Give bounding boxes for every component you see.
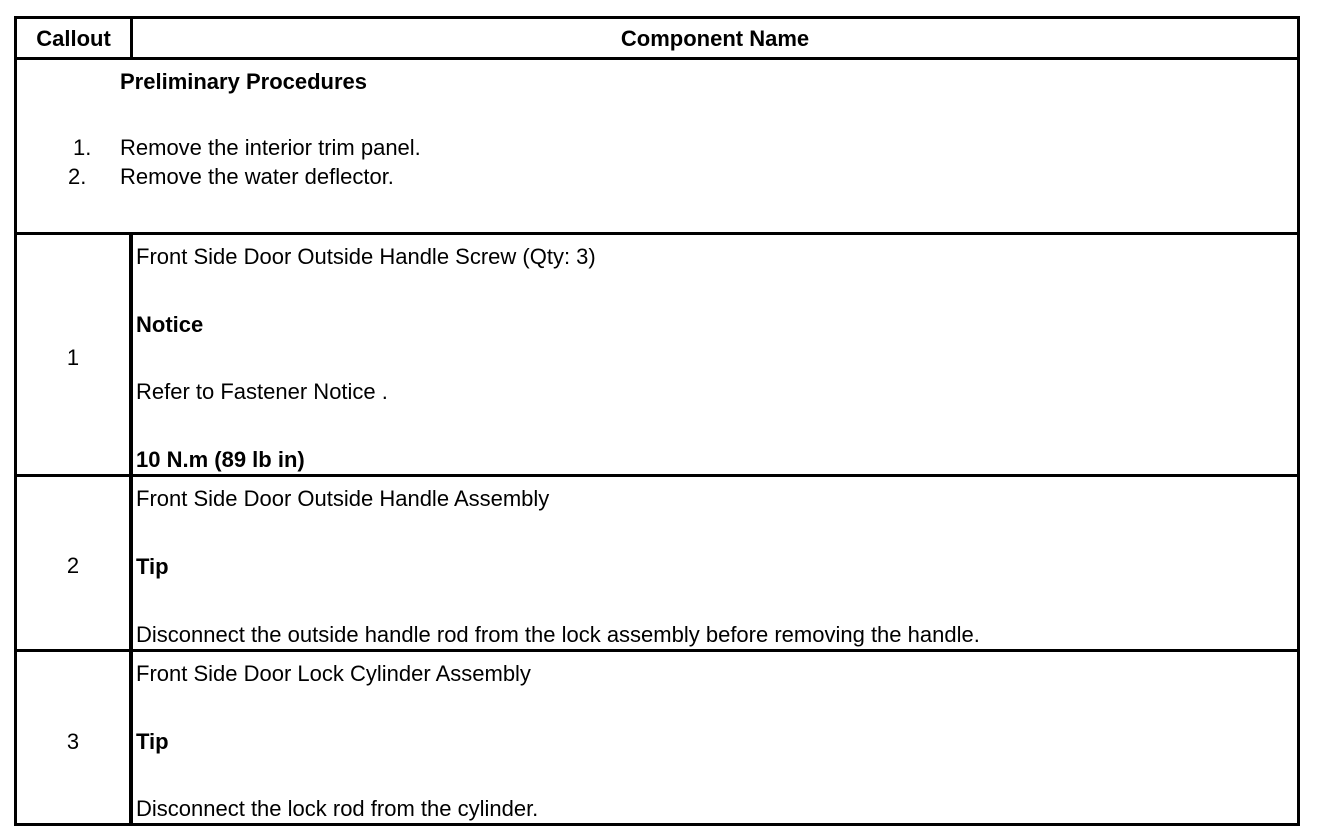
callout-number: 3 (66, 729, 80, 754)
notice-label: Notice (136, 312, 204, 337)
preliminary-title: Preliminary Procedures (120, 69, 368, 94)
table-row (17, 477, 1297, 649)
tip-text: Disconnect the lock rod from the cylinder. (136, 796, 539, 821)
torque-spec: 10 N.m (89 lb in) (136, 447, 305, 472)
component-name: Front Side Door Outside Handle Screw (Qty: 3) (136, 244, 596, 269)
notice-text: Refer to Fastener Notice . (136, 379, 388, 404)
procedure-table (14, 16, 1300, 826)
table-row (17, 652, 1297, 826)
component-name: Front Side Door Outside Handle Assembly (136, 486, 550, 511)
preliminary-row (17, 60, 1297, 234)
column-divider (129, 233, 133, 823)
header-callout-label: Callout (36, 26, 111, 51)
tip-text: Disconnect the outside handle rod from the lock assembly before removing the handle. (136, 622, 980, 647)
callout-number: 2 (66, 553, 80, 578)
header-component-label: Component Name (620, 26, 810, 51)
header-callout (17, 19, 130, 59)
tip-label: Tip (136, 554, 169, 579)
preliminary-step-1-num: 1. (73, 135, 92, 160)
tip-label: Tip (136, 729, 169, 754)
preliminary-step-2-text: Remove the water deflector. (120, 164, 394, 189)
header-component (133, 19, 1297, 59)
preliminary-step-1-text: Remove the interior trim panel. (120, 135, 421, 160)
table-row (17, 235, 1297, 476)
preliminary-step-2-num: 2. (68, 164, 87, 189)
callout-number: 1 (66, 345, 80, 370)
component-name: Front Side Door Lock Cylinder Assembly (136, 661, 531, 686)
